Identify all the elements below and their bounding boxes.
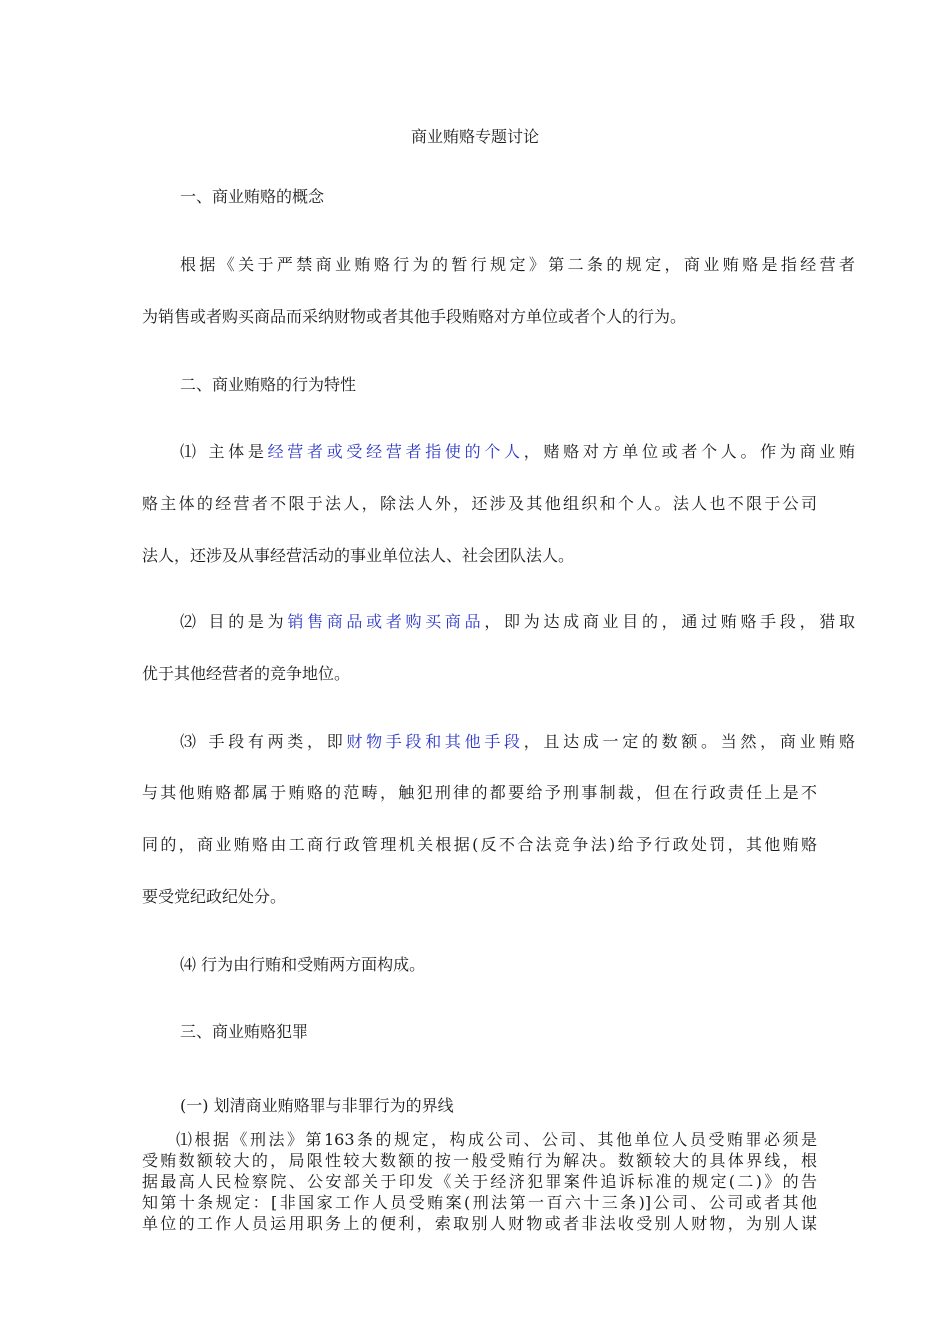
section3-heading: 三、商业贿赂犯罪 (180, 1022, 309, 1041)
section1-heading: 一、商业贿赂的概念 (180, 187, 325, 206)
item1-line3: 法人，还涉及从事经营活动的事业单位法人、社会团队法人。 (142, 546, 575, 565)
item2-post: ，即为达成商业目的，通过贿赂手段，猎取 (484, 612, 855, 631)
item2-link[interactable]: 销售商品或者购买商品 (287, 612, 485, 631)
item4: ⑷ 行为由行贿和受贿两方面构成。 (180, 955, 426, 974)
item3-line3: 同的，商业贿赂由工商行政管理机关根据(反不合法竞争法)给予行政处罚，其他贿赂 (142, 835, 817, 854)
section3-para-line5: 单位的工作人员运用职务上的便利，索取别人财物或者非法收受别人财物，为别人谋 (142, 1214, 817, 1233)
section3-para-line1: ⑴根据《刑法》第163条的规定，构成公司、公司、其他单位人员受贿罪必须是 (176, 1130, 817, 1149)
item3-link[interactable]: 财物手段和其他手段 (346, 732, 524, 751)
document-title: 商业贿赂专题讨论 (410, 127, 539, 146)
section1-para-line1: 根据《关于严禁商业贿赂行为的暂行规定》第二条的规定，商业贿赂是指经营者 (180, 255, 855, 274)
section3-para-line3: 据最高人民检察院、公安部关于印发《关于经济犯罪案件追诉标准的规定(二)》的告 (142, 1172, 817, 1191)
item3-line1 (142, 730, 855, 754)
item3-line2: 与其他贿赂都属于贿赂的范畴，触犯刑律的都要给予刑事制裁，但在行政责任上是不 (142, 783, 817, 802)
item3-pre: ⑶ 手段有两类，即 (180, 732, 347, 751)
item2-line2: 优于其他经营者的竞争地位。 (142, 664, 351, 683)
item1-line1 (142, 440, 855, 464)
item1-line2: 赂主体的经营者不限于法人，除法人外，还涉及其他组织和个人。法人也不限于公司 (142, 494, 817, 513)
section2-heading: 二、商业贿赂的行为特性 (180, 375, 357, 394)
item1-link[interactable]: 经营者或受经营者指使的个人 (267, 442, 524, 461)
section3-para-line2: 受贿数额较大的，局限性较大数额的按一般受贿行为解决。数额较大的具体界线，根 (142, 1151, 817, 1170)
item2-line1 (142, 610, 855, 634)
item3-line4: 要受党纪政纪处分。 (142, 887, 287, 906)
item3-post: ，且达成一定的数额。当然，商业贿赂 (523, 732, 855, 751)
item2-pre: ⑵ 目的是为 (180, 612, 288, 631)
item1-pre: ⑴ 主体是 (180, 442, 268, 461)
item1-post: ，赌赂对方单位或者个人。作为商业贿 (523, 442, 855, 461)
section3-para-line4: 知第十条规定：[非国家工作人员受贿案(刑法第一百六十三条)]公司、公司或者其他 (142, 1193, 817, 1212)
section3-subheading: (一) 划清商业贿赂罪与非罪行为的界线 (180, 1096, 454, 1115)
section1-para-line2: 为销售或者购买商品而采纳财物或者其他手段贿赂对方单位或者个人的行为。 (142, 307, 687, 326)
